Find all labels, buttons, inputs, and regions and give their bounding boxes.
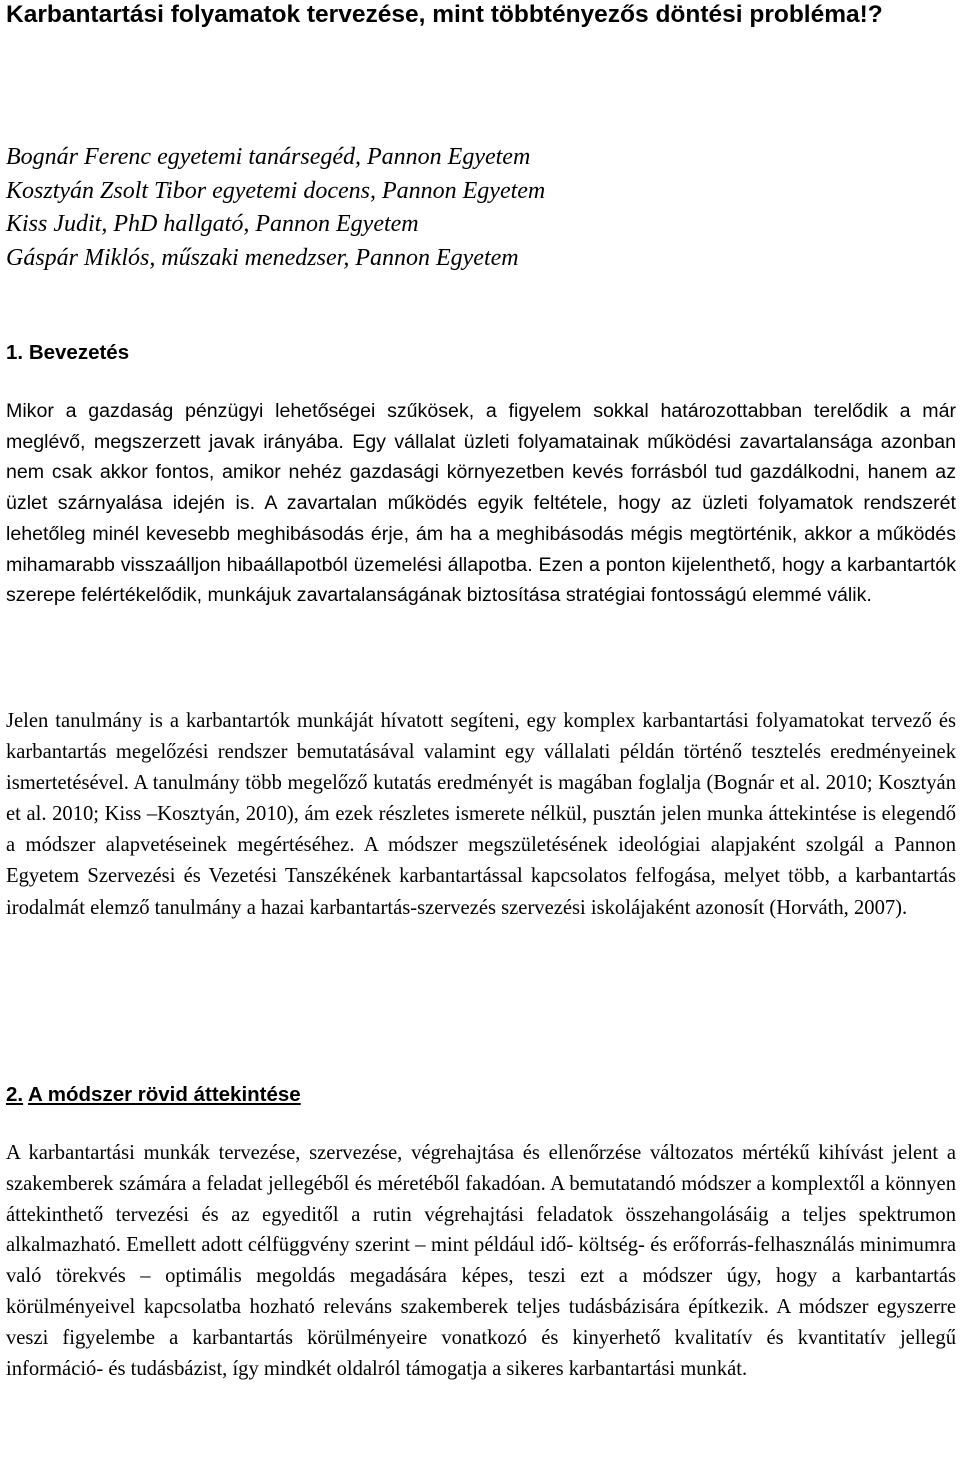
- author-line: Kiss Judit, PhD hallgató, Pannon Egyetem: [6, 211, 419, 237]
- body-paragraph: Mikor a gazdaság pénzügyi lehetőségei szűkösek, a figyelem sokkal határozottabban terelődik a már meglévő, megszerzett javak irányába. Egy vállalat üzleti folyamatainak működési zavartalansága azonban nem csak akkor fontos, amikor nehéz gazdasági környezetben kevés forrásból tud gazdálkodni, hanem az üzlet szárnyalása idején is. A zavartalan működés egyik feltétele, hogy az üzleti folyamatok rendszerét lehetőleg minél kevesebb meghibásodás érje, ám ha a meghibásodás mégis megtörténik, akkor a működés mihamarabb visszaálljon hibaállapotból üzemelési állapotba. Ezen a ponton kijelenthető, hogy a karbantartók szerepe felértékelődik, munkájuk zavartalanságának biztosítása stratégiai fontosságú elemmé válik.: [6, 400, 956, 607]
- author-line: Gáspár Miklós, műszaki menedzser, Pannon Egyetem: [6, 244, 519, 271]
- section-title: Bevezetés: [28, 341, 130, 364]
- author-line: Kosztyán Zsolt Tibor egyetemi docens, Pannon Egyetem: [6, 177, 546, 204]
- section-heading-method: [6, 1081, 956, 1109]
- section-number: 2.: [6, 1083, 24, 1106]
- section-title: A módszer rövid áttekintése: [28, 1083, 301, 1106]
- section-heading-intro: [6, 339, 956, 367]
- section-number: 1.: [6, 341, 24, 364]
- body-paragraph: A karbantartási munkák tervezése, szervezése, végrehajtása és ellenőrzése változatos mértékű kihívást jelent a szakemberek számára a feladat jellegéből és méretéből fakadóan. A bemutatandó módszer a komplextől a könnyen áttekinthető tervezési és az egyeditől a rutin végrehajtási feladatok összehangolásáig a teljes spektrumon alkalmazható. Emellett adott célfüggvény szerint – mint például idő- költség- és erőforrás-felhasználás minimumra való törekvés – optimális megoldás megadására képes, teszi ezt a módszer úgy, hogy a karbantartás körülményeivel kapcsolatba hozható releváns szakemberek teljes tudásbázisára építkezik. A módszer egyszerre veszi figyelembe a karbantartás körülményeire vonatkozó és kinyerhető kvalitatív és kvantitatív jellegű információ- és tudásbázist, így mindkét oldalról támogatja a sikeres karbantartási munkát.: [6, 1142, 956, 1380]
- document-title: Karbantartási folyamatok tervezése, mint többtényezős döntési probléma!?: [6, 1, 883, 28]
- author-list: [6, 141, 956, 275]
- author-line: Bognár Ferenc egyetemi tanársegéd, Pannon Egyetem: [6, 144, 531, 170]
- body-paragraph: Jelen tanulmány is a karbantartók munkáját hívatott segíteni, egy komplex karbantartási folyamatokat tervező és karbantartás megelőzési rendszer bemutatásával valamint egy vállalati példán történő tesztelés eredményeinek ismertetésével. A tanulmány több megelőző kutatás eredményét is magában foglalja (Bognár et al. 2010; Kosztyán et al. 2010; Kiss –Kosztyán, 2010), ám ezek részletes ismerete nélkül, pusztán jelen munka áttekintése is elegendő a módszer alapvetéseinek megértéséhez. A módszer megszületésének ideológiai alapjaként szolgál a Pannon Egyetem Szervezési és Vezetési Tanszékének karbantartással kapcsolatos felfogása, melyet több, a karbantartás irodalmát elemző tanulmány a hazai karbantartás-szervezés szervezési iskolájaként azonosít (Horváth, 2007).: [6, 710, 956, 919]
